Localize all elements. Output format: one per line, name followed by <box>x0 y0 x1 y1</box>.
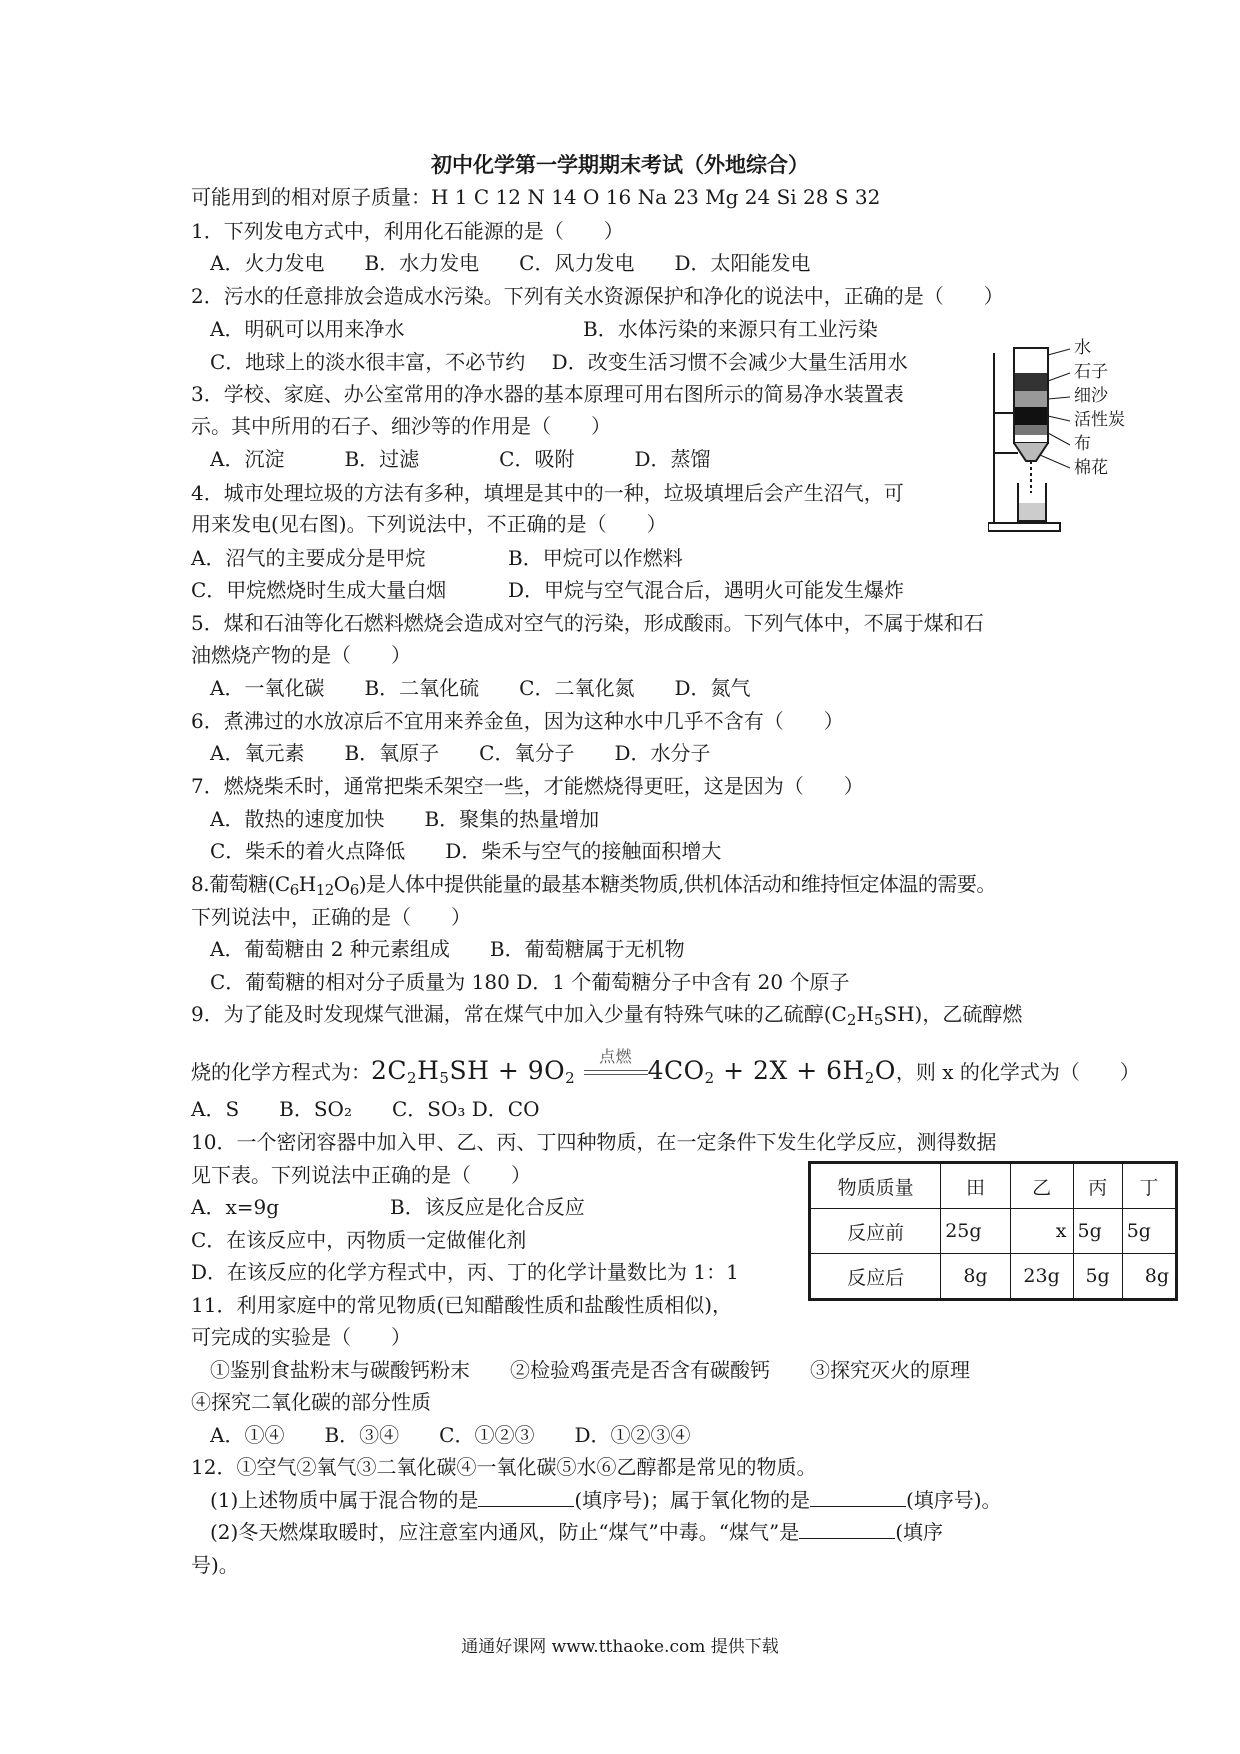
q5-options: A．一氧化碳 B．二氧化硫 C．二氧化氮 D．氮气 <box>210 676 751 700</box>
table-row <box>810 1209 1177 1254</box>
q7-options-cd: C．柴禾的着火点降低 D．柴禾与空气的接触面积增大 <box>210 839 722 863</box>
q2-option-cd: C．地球上的淡水很丰富，不必节约 D．改变生活习惯不会减少大量生活用水 <box>210 350 908 374</box>
q12-part1-c: (填序号)。 <box>905 1488 1002 1512</box>
q12-part1-a: (1)上述物质中属于混合物的是 <box>210 1488 479 1512</box>
q10-option-a: A．x=9g <box>191 1195 280 1219</box>
q4-stem-line2: 用来发电(见右图)。下列说法中，不正确的是（ ） <box>191 512 667 536</box>
q6-options: A．氧元素 B．氧原子 C．氧分子 D．水分子 <box>210 741 711 765</box>
table-cell: 5g <box>1073 1254 1122 1300</box>
table-cell: 23g <box>1010 1254 1073 1300</box>
formula-sub: 5 <box>873 1011 884 1029</box>
q4-stem-line1: 4．城市处理垃圾的方法有多种，填埋是其中的一种，垃圾填埋后会产生沼气，可 <box>191 481 904 505</box>
label-water: 水 <box>1074 338 1091 358</box>
q8-stem-post: )是人体中提供能量的最基本糖类物质,供机体活动和维持恒定体温的需要。 <box>358 872 996 896</box>
q8-options-cd: C．葡萄糖的相对分子质量为 180 D．1 个葡萄糖分子中含有 20 个原子 <box>210 970 850 994</box>
q3-stem-line1: 3．学校、家庭、办公室常用的净水器的基本原理可用右图所示的简易净水装置表 <box>191 382 904 406</box>
q2-option-a: A．明矾可以用来净水 <box>210 317 405 341</box>
formula-sub: 6 <box>289 881 299 899</box>
q10-stem-line1: 10．一个密闭容器中加入甲、乙、丙、丁四种物质，在一定条件下发生化学反应，测得数据 <box>191 1130 997 1154</box>
q6-stem: 6．煮沸过的水放凉后不宜用来养金鱼，因为这种水中几乎不含有（ ） <box>191 709 844 733</box>
q12-part2-b: (填序 <box>895 1520 944 1544</box>
table-cell: 5g <box>1122 1209 1176 1254</box>
label-cloth: 布 <box>1074 434 1091 454</box>
q11-stem-line2: 可完成的实验是（ ） <box>191 1325 411 1349</box>
q9-options: A．S B．SO₂ C．SO₃ D．CO <box>191 1097 540 1121</box>
q9-stem1-pre: 9．为了能及时发现煤气泄漏，常在煤气中加入少量有特殊气味的乙硫醇(C <box>191 1002 847 1026</box>
q12-part1-b: (填序号)；属于氧化物的是 <box>574 1488 810 1512</box>
q4-option-b: B．甲烷可以作燃料 <box>508 546 683 570</box>
q11-stem-line1: 11．利用家庭中的常见物质(已知醋酸性质和盐酸性质相似)， <box>191 1293 733 1317</box>
q11-items-line1: ①鉴别食盐粉末与碳酸钙粉末 ②检验鸡蛋壳是否含有碳酸钙 ③探究灭火的原理 <box>210 1358 970 1382</box>
q8-stem-line2: 下列说法中，正确的是（ ） <box>191 905 471 929</box>
label-fine-sand: 细沙 <box>1074 386 1108 406</box>
q3-options: A．沉淀 B．过滤 C．吸附 D．蒸馏 <box>210 447 711 471</box>
q4-option-d: D．甲烷与空气混合后，遇明火可能发生爆炸 <box>508 578 905 602</box>
label-stones: 石子 <box>1074 362 1108 382</box>
table-cell: 25g <box>941 1209 1011 1254</box>
q11-options: A．①④ B．③④ C．①②③ D．①②③④ <box>210 1423 691 1447</box>
q8-stem-line1: 8.葡萄糖$(C_6H_{12}O_6)$是人体中提供能量的最基本糖类物质,供机体活动和维持恒定体温的需要。 <box>191 872 996 899</box>
atomic-masses: 可能用到的相对原子质量：H 1 C 12 N 14 O 16 Na 23 Mg 24 Si 28 S 32 <box>191 185 881 209</box>
q10-option-c: C．在该反应中，丙物质一定做催化剂 <box>191 1228 527 1252</box>
table-header-cell: 物质质量 <box>810 1163 941 1209</box>
q2-stem: 2．污水的任意排放会造成水污染。下列有关水资源保护和净化的说法中，正确的是（ ） <box>191 284 1004 308</box>
label-cotton: 棉花 <box>1074 458 1108 478</box>
q10-option-b: B．该反应是化合反应 <box>390 1195 585 1219</box>
q9-stem-line2 <box>191 1047 1140 1091</box>
q9-stem1-post: SH)，乙硫醇燃 <box>883 1002 1023 1026</box>
answer-blank[interactable] <box>799 1520 895 1539</box>
q12-part2 <box>210 1519 943 1545</box>
q12-part2-end: 号)。 <box>191 1553 239 1577</box>
q1-options: A．火力发电 B．水力发电 C．风力发电 D．太阳能发电 <box>210 251 811 275</box>
q1-stem: 1．下列发电方式中，利用化石能源的是（ ） <box>191 219 624 243</box>
table-cell: 反应后 <box>810 1254 941 1300</box>
mass-data-table <box>808 1161 1178 1301</box>
table-header-cell: 丁 <box>1122 1163 1176 1209</box>
q12-part1 <box>210 1487 1002 1513</box>
table-row <box>810 1254 1177 1300</box>
formula-sub: 12 <box>315 881 334 899</box>
reaction-condition: 点燃 <box>599 1047 633 1066</box>
q9-stem2-post: ，则 x 的化学式为（ ） <box>895 1060 1140 1084</box>
label-activated-carbon: 活性炭 <box>1074 410 1125 430</box>
table-cell: 8g <box>941 1254 1011 1300</box>
table-cell: 8g <box>1122 1254 1176 1300</box>
q12-stem: 12．①空气②氧气③二氧化碳④一氧化碳⑤水⑥乙醇都是常见的物质。 <box>191 1455 817 1479</box>
q7-options-ab: A．散热的速度加快 B．聚集的热量增加 <box>210 807 600 831</box>
water-filter-diagram <box>988 343 1138 538</box>
q4-option-c: C．甲烷燃烧时生成大量白烟 <box>191 578 447 602</box>
q9-stem2-pre: 烧的化学方程式为： <box>191 1060 371 1084</box>
q5-stem-line2: 油燃烧产物的是（ ） <box>191 643 411 667</box>
q11-items-line2: ④探究二氧化碳的部分性质 <box>191 1390 431 1414</box>
q5-stem-line1: 5．煤和石油等化石燃料燃烧会造成对空气的污染，形成酸雨。下列气体中，不属于煤和石 <box>191 611 984 635</box>
q7-stem: 7．燃烧柴禾时，通常把柴禾架空一些，才能燃烧得更旺，这是因为（ ） <box>191 774 864 798</box>
reaction-arrow <box>584 1047 648 1075</box>
table-header-cell: 乙 <box>1010 1163 1073 1209</box>
formula-sub: 6 <box>349 881 359 899</box>
table-cell: 5g <box>1073 1209 1122 1254</box>
answer-blank[interactable] <box>810 1488 906 1507</box>
q10-option-d: D．在该反应的化学方程式中，丙、丁的化学计量数比为 1：1 <box>191 1260 739 1284</box>
table-header-cell: 丙 <box>1073 1163 1122 1209</box>
q2-option-b: B．水体污染的来源只有工业污染 <box>583 317 878 341</box>
page-footer: 通通好课网 www.tthaoke.com 提供下载 <box>461 1637 779 1657</box>
q9-stem-line1: 9．为了能及时发现煤气泄漏，常在煤气中加入少量有特殊气味的乙硫醇$(C_2H_5SH)$，乙硫醇燃 <box>191 1002 1023 1029</box>
reaction-equation: $2C_2H_5SH + 9O_2$ 点燃 $4CO_2 + 2X + 6H_2O$ <box>371 1056 896 1085</box>
q8-options-ab: A．葡萄糖由 2 种元素组成 B．葡萄糖属于无机物 <box>210 937 685 961</box>
q4-option-a: A．沼气的主要成分是甲烷 <box>191 546 426 570</box>
table-cell: x <box>1010 1209 1073 1254</box>
formula-sub: 2 <box>846 1011 857 1029</box>
exam-title: 初中化学第一学期期末考试（外地综合） <box>431 152 809 177</box>
table-row <box>810 1163 1177 1209</box>
q8-stem-pre: 8.葡萄糖(C <box>191 872 290 896</box>
answer-blank[interactable] <box>478 1488 574 1507</box>
water-filter-figure <box>988 338 1138 538</box>
q3-stem-line2: 示。其中所用的石子、细沙等的作用是（ ） <box>191 414 611 438</box>
q10-stem-line2: 见下表。下列说法中正确的是（ ） <box>191 1163 531 1187</box>
q12-part2-a: (2)冬天燃煤取暖时，应注意室内通风，防止“煤气”中毒。“煤气”是 <box>210 1520 800 1544</box>
table-header-cell: 田 <box>941 1163 1011 1209</box>
table-cell: 反应前 <box>810 1209 941 1254</box>
